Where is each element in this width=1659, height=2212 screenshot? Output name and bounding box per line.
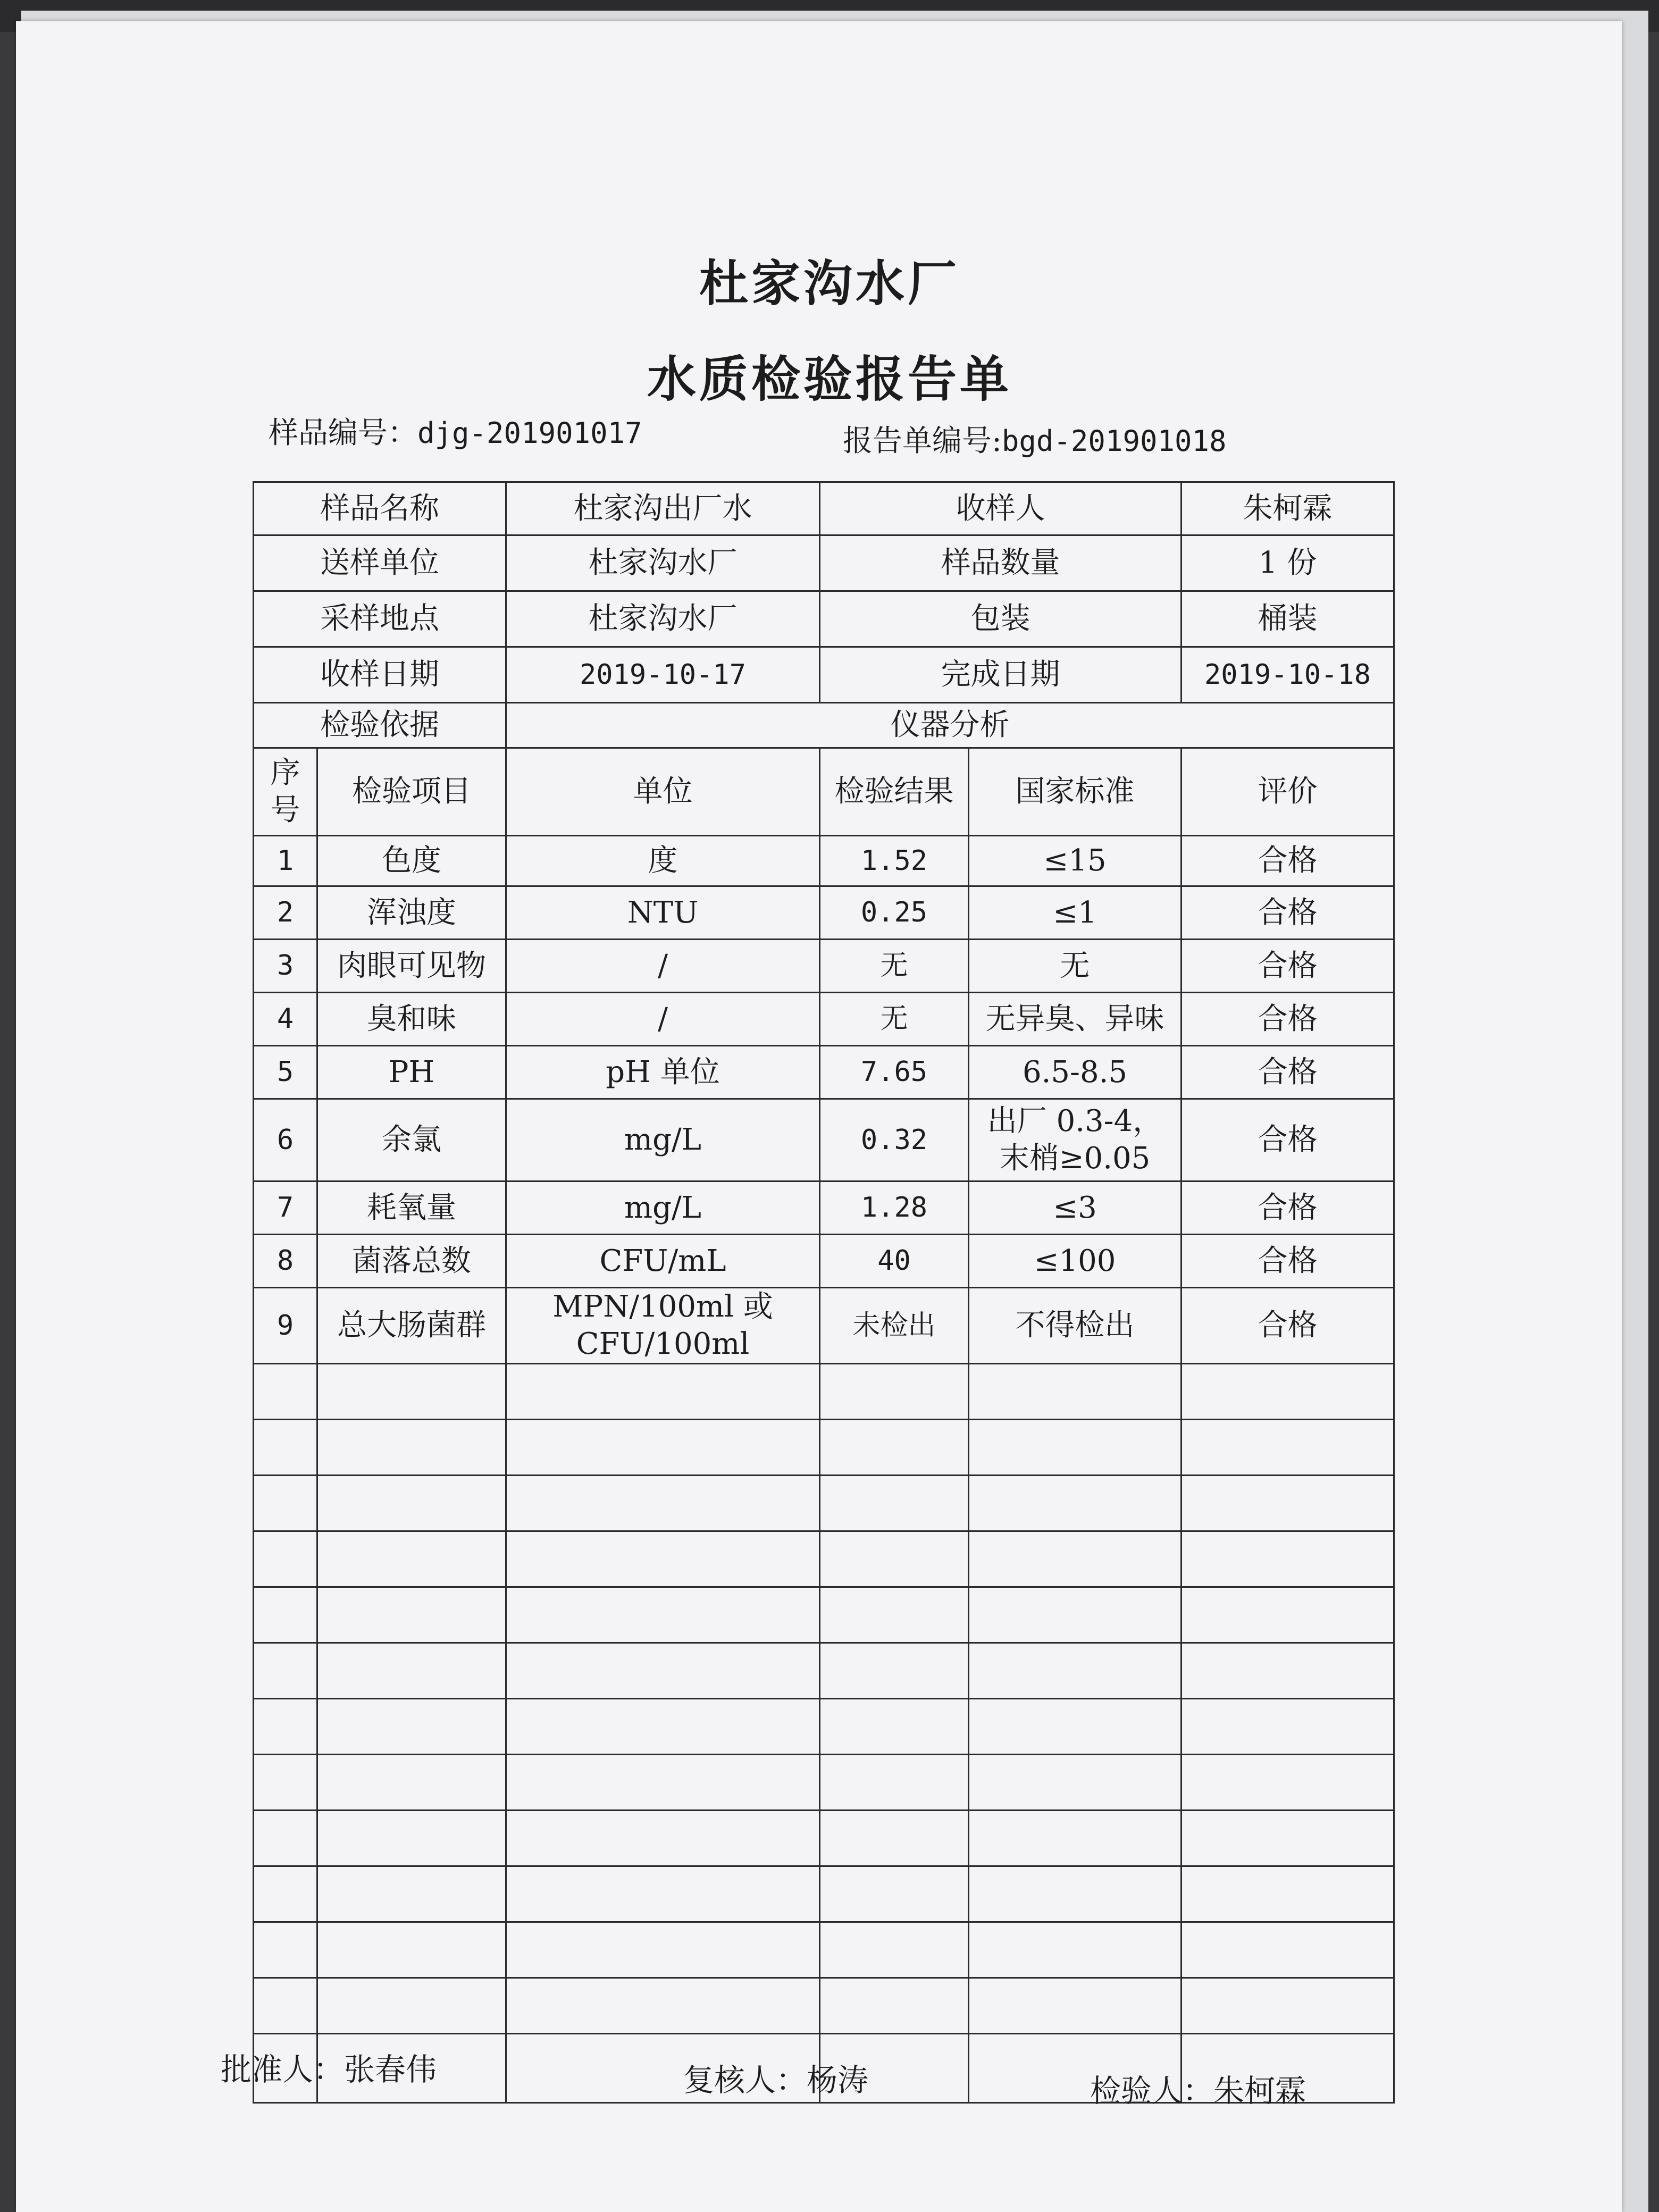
empty-cell [820,1922,969,1978]
info-label: 完成日期 [820,647,1182,703]
empty-row [254,1643,1394,1699]
table-cell: 肉眼可见物 [317,940,506,993]
column-header: 检验结果 [820,748,969,836]
info-row [254,535,1394,591]
empty-cell [317,1531,506,1587]
empty-cell [969,1922,1182,1978]
empty-cell [506,1531,820,1587]
empty-cell [506,1811,820,1866]
table-cell: 合格 [1182,993,1394,1046]
info-row [254,591,1394,647]
table-cell: 1.28 [820,1182,969,1235]
table-cell: NTU [506,886,820,940]
table-cell: 耗氧量 [317,1182,506,1235]
table-cell: 度 [506,836,820,886]
empty-cell [317,1922,506,1978]
table-row [254,1182,1394,1235]
empty-cell [317,1364,506,1420]
info-label: 样品名称 [254,482,506,535]
empty-cell [820,1364,969,1420]
info-value: 杜家沟出厂水 [506,482,820,535]
inspector-signature: 检验人：朱柯霖 [1090,2073,1306,2109]
empty-cell [254,1420,317,1476]
report-title: 水质检验报告单 [647,350,1012,408]
empty-cell [506,1699,820,1755]
table-cell: 色度 [317,836,506,886]
empty-row [254,1587,1394,1643]
table-cell: 合格 [1182,1099,1394,1182]
empty-cell [506,1755,820,1811]
empty-cell [254,1364,317,1420]
report-number-label: 报告单编号: [843,424,1002,458]
info-value: 1 份 [1182,535,1394,591]
empty-cell [1182,1866,1394,1922]
column-header: 国家标准 [969,748,1182,836]
empty-cell [317,1755,506,1811]
table-cell: 臭和味 [317,993,506,1046]
empty-cell [1182,1476,1394,1531]
empty-cell [969,1755,1182,1811]
empty-row [254,1699,1394,1755]
reviewer-signature: 复核人：杨涛 [683,2062,869,2098]
empty-cell [317,1699,506,1755]
empty-cell [254,1866,317,1922]
table-row [254,836,1394,886]
empty-cell [254,1978,317,2034]
table-cell: / [506,940,820,993]
table-cell: ≤3 [969,1182,1182,1235]
table-cell: mg/L [506,1182,820,1235]
empty-cell [1182,1699,1394,1755]
info-value: 朱柯霖 [1182,482,1394,535]
table-header-row [254,748,1394,836]
table-cell: ≤100 [969,1235,1182,1288]
empty-cell [969,1420,1182,1476]
empty-cell [969,1811,1182,1866]
sample-number [269,409,642,452]
empty-cell [820,1811,969,1866]
table-cell: 2 [254,886,317,940]
empty-cell [317,1476,506,1531]
empty-row [254,1476,1394,1531]
empty-cell [317,1866,506,1922]
empty-cell [506,1643,820,1699]
table-cell: CFU/mL [506,1235,820,1288]
table-row [254,886,1394,940]
empty-cell [969,1587,1182,1643]
table-row [254,1099,1394,1182]
empty-cell [506,1866,820,1922]
empty-cell [820,1420,969,1476]
empty-row [254,1364,1394,1420]
info-label: 检验依据 [254,703,506,748]
table-cell: 7 [254,1182,317,1235]
empty-cell [1182,1420,1394,1476]
info-value: 2019-10-18 [1182,647,1394,703]
table-cell: 总大肠菌群 [317,1288,506,1364]
table-cell: pH 单位 [506,1046,820,1099]
empty-cell [1182,1364,1394,1420]
info-label: 采样地点 [254,591,506,647]
column-header: 序号 [254,748,317,836]
table-cell: 未检出 [820,1288,969,1364]
info-label: 送样单位 [254,535,506,591]
table-cell: 浑浊度 [317,886,506,940]
column-header: 评价 [1182,748,1394,836]
table-cell: 0.25 [820,886,969,940]
empty-cell [820,1587,969,1643]
empty-cell [254,1811,317,1866]
table-cell: 9 [254,1288,317,1364]
empty-cell [506,1922,820,1978]
info-row [254,703,1394,748]
info-row [254,482,1394,535]
empty-cell [506,1420,820,1476]
empty-cell [317,1587,506,1643]
report-number [843,417,1227,460]
table-cell: 0.32 [820,1099,969,1182]
empty-cell [820,1755,969,1811]
info-label: 包装 [820,591,1182,647]
table-cell: ≤1 [969,886,1182,940]
table-cell: 无异臭、异味 [969,993,1182,1046]
empty-cell [969,1699,1182,1755]
empty-cell [969,1643,1182,1699]
info-value: 杜家沟水厂 [506,591,820,647]
table-cell: 6.5-8.5 [969,1046,1182,1099]
empty-cell [317,1643,506,1699]
table-cell: PH [317,1046,506,1099]
empty-cell [254,1476,317,1531]
empty-cell [820,1699,969,1755]
report-number-value: bgd-201901018 [1001,424,1227,458]
table-cell: 合格 [1182,836,1394,886]
empty-cell [317,1978,506,2034]
table-cell: 7.65 [820,1046,969,1099]
column-header: 单位 [506,748,820,836]
empty-cell [1182,1643,1394,1699]
empty-row [254,1755,1394,1811]
table-row [254,1235,1394,1288]
table-cell: 出厂 0.3-4，末梢≥0.05 [969,1099,1182,1182]
empty-cell [1182,1531,1394,1587]
empty-row [254,1922,1394,1978]
empty-cell [506,1364,820,1420]
empty-cell [969,1364,1182,1420]
table-cell: 6 [254,1099,317,1182]
table-cell: 5 [254,1046,317,1099]
table-cell: MPN/100ml 或 CFU/100ml [506,1288,820,1364]
table-cell: 40 [820,1235,969,1288]
empty-cell [254,1643,317,1699]
table-cell: 合格 [1182,1288,1394,1364]
table-cell: 不得检出 [969,1288,1182,1364]
empty-cell [820,1866,969,1922]
plant-title: 杜家沟水厂 [699,255,960,312]
approver-signature: 批准人：张春伟 [221,2051,437,2088]
empty-cell [1182,1811,1394,1866]
empty-cell [1182,1978,1394,2034]
table-cell: 合格 [1182,886,1394,940]
table-row [254,993,1394,1046]
table-row [254,1288,1394,1364]
table-cell: 无 [969,940,1182,993]
empty-cell [1182,1587,1394,1643]
table-row [254,1046,1394,1099]
empty-cell [969,1978,1182,2034]
empty-cell [506,1587,820,1643]
info-value: 仪器分析 [506,703,1394,748]
empty-row [254,1811,1394,1866]
table-cell: 3 [254,940,317,993]
inspection-table [253,481,1395,2104]
info-value: 杜家沟水厂 [506,535,820,591]
empty-cell [1182,1755,1394,1811]
table-cell: 合格 [1182,940,1394,993]
empty-cell [820,1978,969,2034]
info-value: 桶装 [1182,591,1394,647]
column-header: 检验项目 [317,748,506,836]
table-row [254,940,1394,993]
empty-cell [969,1531,1182,1587]
empty-cell [506,1978,820,2034]
empty-cell [969,1866,1182,1922]
table-cell: 无 [820,993,969,1046]
table-cell: / [506,993,820,1046]
info-label: 样品数量 [820,535,1182,591]
empty-row [254,1866,1394,1922]
empty-cell [254,1531,317,1587]
empty-cell [254,1922,317,1978]
sample-number-value: djg-201901017 [417,416,642,450]
empty-cell [969,1476,1182,1531]
table-cell: 菌落总数 [317,1235,506,1288]
table-cell: ≤15 [969,836,1182,886]
info-value: 2019-10-17 [506,647,820,703]
info-row [254,647,1394,703]
empty-row [254,1420,1394,1476]
table-cell: mg/L [506,1099,820,1182]
table-cell: 无 [820,940,969,993]
table-cell: 合格 [1182,1046,1394,1099]
table-cell: 4 [254,993,317,1046]
sample-number-label: 样品编号： [269,416,417,450]
empty-cell [1182,1922,1394,1978]
empty-cell [254,1587,317,1643]
empty-cell [317,1811,506,1866]
info-label: 收样人 [820,482,1182,535]
empty-row [254,1531,1394,1587]
empty-cell [254,1699,317,1755]
info-label: 收样日期 [254,647,506,703]
empty-cell [820,1531,969,1587]
empty-cell [317,1420,506,1476]
table-cell: 合格 [1182,1235,1394,1288]
empty-cell [820,1643,969,1699]
table-cell: 1 [254,836,317,886]
empty-cell [820,1476,969,1531]
empty-cell [506,1476,820,1531]
empty-row [254,1978,1394,2034]
table-cell: 余氯 [317,1099,506,1182]
table-cell: 1.52 [820,836,969,886]
table-cell: 8 [254,1235,317,1288]
empty-cell [254,1755,317,1811]
table-cell: 合格 [1182,1182,1394,1235]
